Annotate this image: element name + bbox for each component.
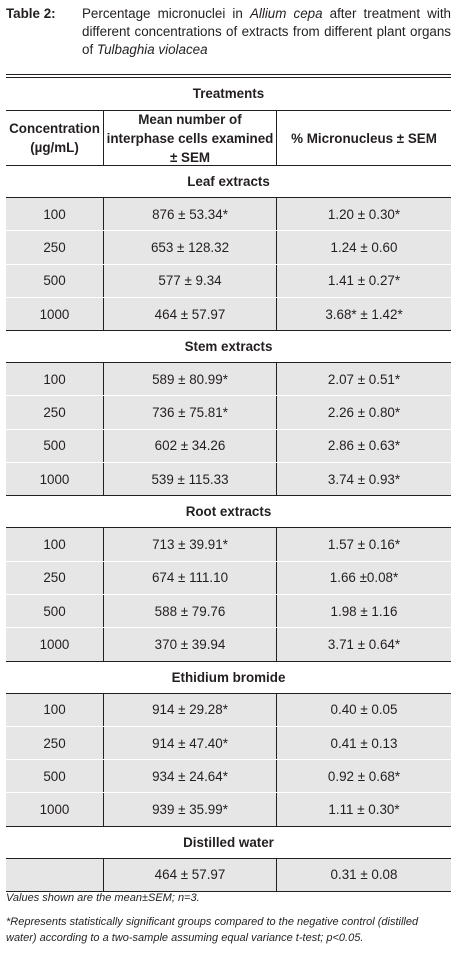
table-row [6, 231, 451, 264]
cell-mean-cells: 876 ± 53.34* [103, 198, 276, 230]
cell-concentration: 500 [43, 273, 66, 289]
caption-text-2: after treatment with different concentrations of extracts from different plant organs of [82, 6, 451, 57]
data-table [6, 74, 451, 892]
cell-concentration: 1000 [39, 471, 70, 487]
table-row [6, 198, 451, 231]
section-title: Root extracts [185, 504, 272, 520]
note-values: Values shown are the mean±SEM; n=3. [6, 892, 200, 904]
col-header-concentration: Concentration (µg/mL) [9, 121, 100, 155]
cell-mean-cells: 653 ± 128.32 [103, 231, 276, 263]
caption-plant: Tulbaghia violacea [96, 42, 208, 57]
section-title: Stem extracts [184, 339, 273, 355]
table-row [6, 694, 451, 727]
cell-mean-cells: 674 ± 111.10 [103, 562, 276, 594]
cell-micronucleus: 1.24 ± 0.60 [276, 231, 451, 263]
cell-micronucleus: 2.07 ± 0.51* [276, 363, 451, 395]
col-header-mean-cells: Mean number of interphase cells examined ± SEM [103, 111, 276, 165]
cell-concentration: 250 [43, 239, 66, 255]
table-row [6, 793, 451, 825]
table-row [6, 363, 451, 396]
cell-micronucleus: 2.26 ± 0.80* [276, 396, 451, 428]
cell-micronucleus: 0.40 ± 0.05 [276, 694, 451, 726]
cell-concentration: 500 [43, 438, 66, 454]
cell-concentration: 500 [43, 603, 66, 619]
section-title: Leaf extracts [187, 174, 270, 189]
table-row [6, 760, 451, 793]
table-row [6, 265, 451, 298]
table-row [6, 430, 451, 463]
cell-mean-cells: 736 ± 75.81* [103, 396, 276, 428]
cell-mean-cells: 464 ± 57.97 [103, 298, 276, 330]
cell-concentration: 250 [43, 405, 66, 421]
cell-concentration: 250 [43, 735, 66, 751]
treatments-header: Treatments [192, 86, 265, 101]
cell-micronucleus: 1.11 ± 0.30* [276, 793, 451, 825]
cell-concentration: 100 [43, 702, 66, 718]
cell-concentration: 100 [43, 206, 66, 222]
cell-micronucleus: 3.74 ± 0.93* [276, 463, 451, 495]
cell-mean-cells: 588 ± 79.76 [103, 595, 276, 627]
cell-mean-cells: 939 ± 35.99* [103, 793, 276, 825]
cell-mean-cells: 589 ± 80.99* [103, 363, 276, 395]
cell-micronucleus: 0.92 ± 0.68* [276, 760, 451, 792]
cell-mean-cells: 370 ± 39.94 [103, 628, 276, 660]
table-body [6, 166, 451, 892]
cell-micronucleus: 3.71 ± 0.64* [276, 628, 451, 660]
table-row [6, 528, 451, 561]
table-row [6, 727, 451, 760]
caption-text [82, 5, 451, 59]
cell-concentration: 1000 [39, 802, 70, 818]
cell-concentration: 1000 [39, 636, 70, 652]
note-significance: *Represents statistically significant groups compared to the negative control (distilled water) according to a two-sample assuming equal variance t-test; p<0.05. [6, 916, 419, 944]
table-row [6, 859, 451, 891]
section-title: Distilled water [183, 834, 274, 850]
cell-mean-cells: 577 ± 9.34 [103, 265, 276, 297]
cell-micronucleus: 1.57 ± 0.16* [276, 528, 451, 560]
caption-species: Allium cepa [249, 6, 323, 21]
cell-concentration: 250 [43, 570, 66, 586]
table-row [6, 628, 451, 660]
cell-concentration: 100 [43, 371, 66, 387]
caption-text-1: Percentage micronuclei in [82, 6, 250, 21]
cell-mean-cells: 464 ± 57.97 [103, 859, 276, 891]
cell-mean-cells: 602 ± 34.26 [103, 430, 276, 462]
cell-micronucleus: 3.68* ± 1.42* [276, 298, 451, 330]
table-caption [6, 5, 451, 59]
caption-label: Table 2: [6, 6, 56, 21]
cell-mean-cells: 934 ± 24.64* [103, 760, 276, 792]
cell-concentration: 1000 [39, 306, 70, 322]
cell-micronucleus: 1.20 ± 0.30* [276, 198, 451, 230]
cell-mean-cells: 713 ± 39.91* [103, 528, 276, 560]
cell-mean-cells: 914 ± 29.28* [103, 694, 276, 726]
cell-mean-cells: 539 ± 115.33 [103, 463, 276, 495]
cell-micronucleus: 1.98 ± 1.16 [276, 595, 451, 627]
column-header-row [6, 111, 451, 165]
cell-concentration: 100 [43, 537, 66, 553]
table-row [6, 463, 451, 495]
table-notes [6, 890, 451, 954]
cell-micronucleus: 2.86 ± 0.63* [276, 430, 451, 462]
table-row [6, 595, 451, 628]
section-title: Ethidium bromide [171, 669, 286, 685]
cell-micronucleus: 1.41 ± 0.27* [276, 265, 451, 297]
cell-micronucleus: 0.31 ± 0.08 [276, 859, 451, 891]
col-header-micronucleus: % Micronucleus ± SEM [276, 111, 451, 165]
cell-mean-cells: 914 ± 47.40* [103, 727, 276, 759]
cell-micronucleus: 0.41 ± 0.13 [276, 727, 451, 759]
cell-concentration: 500 [43, 768, 66, 784]
cell-micronucleus: 1.66 ±0.08* [276, 562, 451, 594]
table-row [6, 298, 451, 330]
table-row [6, 396, 451, 429]
cell-concentration [6, 859, 103, 891]
table-row [6, 562, 451, 595]
